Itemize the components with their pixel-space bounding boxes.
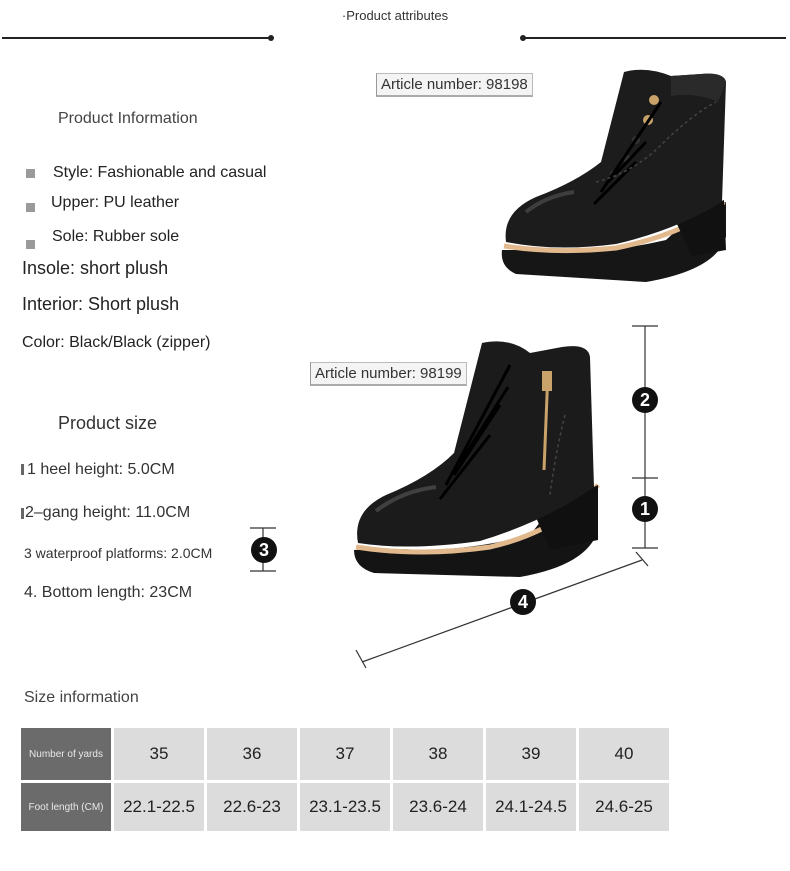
attr-style: Style: Fashionable and casual — [53, 164, 267, 181]
tick-mark — [21, 508, 24, 519]
page-header-title: ·Product attributes — [341, 8, 449, 23]
attr-insole: Insole: short plush — [22, 258, 169, 278]
header-divider-left — [2, 37, 270, 39]
dimension-label-4: 4 — [510, 589, 536, 615]
dimension-label-1: 1 — [632, 496, 658, 522]
attr-interior: Interior: Short plush — [22, 294, 180, 314]
foot-length-cell: 22.6-23 — [207, 783, 297, 831]
article-number-98199: Article number: 98199 — [310, 362, 467, 386]
row-header-yards: Number of yards — [21, 728, 111, 780]
size-cell: 40 — [579, 728, 669, 780]
size-cell: 35 — [114, 728, 204, 780]
product-info-title: Product Information — [58, 110, 198, 127]
foot-length-cell: 24.6-25 — [579, 783, 669, 831]
table-row-sizes — [21, 728, 669, 780]
header-dot-left — [268, 35, 274, 41]
table-row-foot-length — [21, 783, 669, 831]
tick-mark — [21, 464, 24, 475]
size-bottom-length: 4. Bottom length: 23CM — [24, 584, 193, 601]
foot-length-cell: 23.6-24 — [393, 783, 483, 831]
product-size-title: Product size — [58, 413, 158, 433]
dimension-label-2: 2 — [632, 387, 658, 413]
article-number-98198: Article number: 98198 — [376, 73, 533, 97]
attr-upper: Upper: PU leather — [51, 194, 180, 211]
attr-sole: Sole: Rubber sole — [52, 228, 180, 245]
boot-98198-image — [496, 62, 731, 287]
size-gang-height: 2–gang height: 11.0CM — [25, 504, 191, 521]
size-cell: 36 — [207, 728, 297, 780]
size-cell: 39 — [486, 728, 576, 780]
boot-dimension-lines — [340, 320, 670, 670]
size-platform-height: 3 waterproof platforms: 2.0CM — [24, 545, 213, 561]
size-cell: 38 — [393, 728, 483, 780]
foot-length-cell: 24.1-24.5 — [486, 783, 576, 831]
size-info-title: Size information — [24, 689, 139, 706]
bullet-icon — [26, 240, 35, 249]
foot-length-cell: 22.1-22.5 — [114, 783, 204, 831]
size-table — [18, 725, 672, 834]
foot-length-cell: 23.1-23.5 — [300, 783, 390, 831]
header-divider-right — [522, 37, 786, 39]
dimension-label-3: 3 — [251, 537, 277, 563]
size-cell: 37 — [300, 728, 390, 780]
attr-color: Color: Black/Black (zipper) — [22, 334, 211, 351]
bullet-icon — [26, 169, 35, 178]
row-header-foot-length: Foot length (CM) — [21, 783, 111, 831]
bullet-icon — [26, 203, 35, 212]
size-heel-height: 1 heel height: 5.0CM — [27, 461, 175, 478]
